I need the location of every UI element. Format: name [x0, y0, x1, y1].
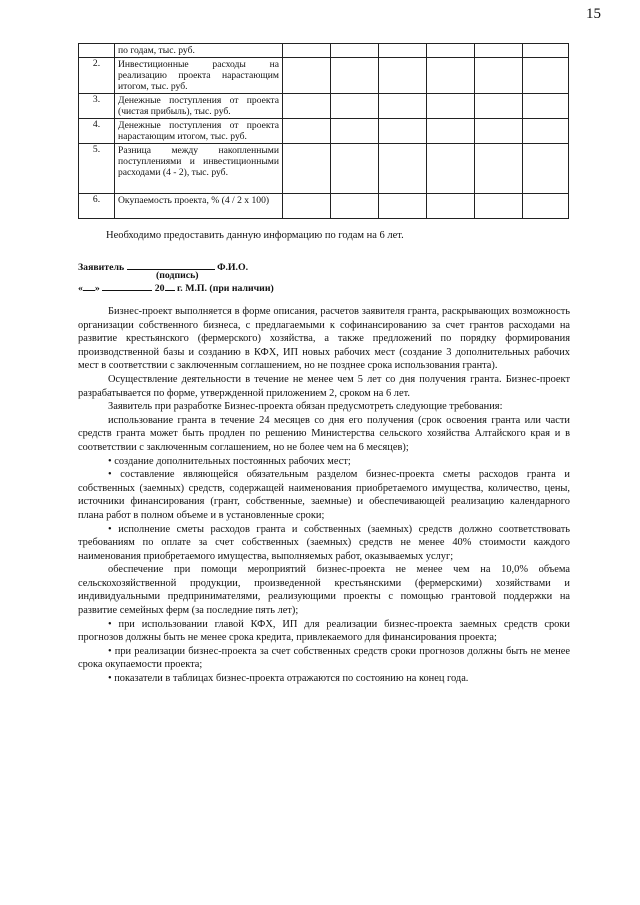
table-cell — [331, 194, 379, 219]
paragraph: использование гранта в течение 24 месяцев со дня его получения (срок освоения гранта или части средств гранта может быть продлен по решению Министерства сельского хозяйства Алтайского края и в соответствии с заключенным соглашением, но не более чем на 6 месяцев); — [78, 414, 570, 453]
paragraph: • исполнение сметы расходов гранта и собственных (заемных) средств должно соответствовать требованиям по оплате за счет собственных (заемных) средств не менее 40% стоимости каждого наименования приобретаемого имущества, выполняемых работ, оказываемых услуг; — [78, 523, 570, 562]
table-cell — [379, 44, 427, 58]
table-cell — [427, 44, 475, 58]
paragraph: • при использовании главой КФХ, ИП для реализации бизнес-проекта заемных средств сроки прогнозов должны быть не менее срока кредита, привлекаемого для финансирования проекта; — [78, 618, 570, 644]
table-cell — [331, 119, 379, 144]
row-number: 6. — [79, 194, 115, 219]
table-cell — [379, 58, 427, 94]
table-cell — [523, 194, 569, 219]
table-cell — [475, 58, 523, 94]
table-cell — [523, 58, 569, 94]
signature-caption: (подпись) — [156, 270, 199, 281]
fio-label: Ф.И.О. — [217, 262, 249, 273]
table-cell — [379, 144, 427, 194]
table-cell — [331, 58, 379, 94]
table-row — [79, 144, 569, 194]
paragraph: обеспечение при помощи мероприятий бизнес-проекта не менее чем на 10,0% объема сельскохозяйственной продукции, произведенной крестьянскими (фермерскими) хозяйствами и индивидуальными предпринимателями, реализующими проекты с помощью грантовой поддержки на развитие семейных ферм (за последние пять лет); — [78, 564, 570, 617]
table-cell — [331, 44, 379, 58]
table-cell — [523, 119, 569, 144]
paragraph: Осуществление деятельности в течение не менее чем 5 лет со дня получения гранта. Бизнес-проект разрабатывается по форме, утвержденной приложением 2, сроком на 6 лет. — [78, 373, 570, 399]
row-number: 4. — [79, 119, 115, 144]
years-note: Необходимо предоставить данную информацию по годам на 6 лет. — [106, 230, 404, 241]
table-cell — [283, 144, 331, 194]
table-cell — [475, 44, 523, 58]
row-number: 3. — [79, 94, 115, 119]
indicators-table — [78, 43, 569, 219]
month-blank — [102, 281, 152, 291]
date-open-quote: « — [78, 283, 83, 294]
table-cell — [283, 119, 331, 144]
paragraph: • при реализации бизнес-проекта за счет собственных средств сроки прогнозов должны быть не менее срока окупаемости проекта; — [78, 645, 570, 671]
table-cell — [523, 94, 569, 119]
paragraph: Бизнес-проект выполняется в форме описания, расчетов заявителя гранта, раскрывающих возможность организации собственного бизнеса, с предлагаемыми к софинансированию за счет грантов расходами на развитие крестьянского (фермерского) хозяйства, а также предложений по порядку формирования производственной базы и созданию в КФХ, ИП новых рабочих мест (создание 3 дополнительных рабочих мест в соответствии с заключенным соглашением, но не позднее срока использования гранта). — [78, 306, 570, 372]
table-cell — [427, 58, 475, 94]
date-seal-line — [78, 281, 274, 294]
table-cell — [379, 94, 427, 119]
row-label: Окупаемость проекта, % (4 / 2 х 100) — [115, 194, 283, 219]
table-row — [79, 194, 569, 219]
paragraph: • составление являющейся обязательным разделом бизнес-проекта сметы расходов гранта и собственных (заемных) средств, содержащей наименования приобретаемого имущества, количество, цены, источники финансирования (грант, собственные, заемные) и обеспечивающей реализацию календарного плана работ в полном объеме и в установленные сроки; — [78, 469, 570, 521]
table-cell — [475, 94, 523, 119]
row-label: Денежные поступления от проекта нарастающим итогом, тыс. руб. — [115, 119, 283, 144]
row-number: 2. — [79, 58, 115, 94]
page-number: 15 — [586, 6, 601, 22]
paragraph: Заявитель при разработке Бизнес-проекта обязан предусмотреть следующие требования: — [108, 401, 503, 413]
row-label: Разница между накопленными поступлениями и инвестиционными расходами (4 - 2), тыс. руб. — [115, 144, 283, 194]
year-blank — [165, 281, 175, 291]
table-row — [79, 94, 569, 119]
row-label: Инвестиционные расходы на реализацию проекта нарастающим итогом, тыс. руб. — [115, 58, 283, 94]
row-label: по годам, тыс. руб. — [115, 44, 283, 58]
table-cell — [283, 44, 331, 58]
row-number: 5. — [79, 144, 115, 194]
paragraph: • показатели в таблицах бизнес-проекта отражаются по состоянию на конец года. — [108, 673, 469, 685]
table-cell — [283, 194, 331, 219]
table-cell — [331, 94, 379, 119]
paragraph: • создание дополнительных постоянных рабочих мест; — [108, 455, 351, 467]
row-number — [79, 44, 115, 58]
table-row — [79, 58, 569, 94]
table-cell — [523, 144, 569, 194]
table-cell — [427, 119, 475, 144]
table-cell — [523, 44, 569, 58]
table-cell — [475, 194, 523, 219]
signature-blank — [127, 260, 215, 270]
requirements-text — [78, 305, 570, 686]
table-cell — [475, 144, 523, 194]
table-cell — [283, 94, 331, 119]
day-blank — [83, 281, 95, 291]
row-label: Денежные поступления от проекта (чистая прибыль), тыс. руб. — [115, 94, 283, 119]
table-cell — [379, 119, 427, 144]
table-cell — [379, 194, 427, 219]
seal-label: г. М.П. (при наличии) — [176, 283, 274, 294]
table-cell — [331, 144, 379, 194]
table-cell — [427, 94, 475, 119]
year-prefix: 20 — [154, 283, 165, 294]
table-cell — [427, 144, 475, 194]
table-cell — [283, 58, 331, 94]
date-close-quote: » — [94, 283, 100, 294]
table-cell — [475, 119, 523, 144]
table-row — [79, 44, 569, 58]
table-row — [79, 119, 569, 144]
table-cell — [427, 194, 475, 219]
applicant-label: Заявитель — [78, 262, 125, 273]
